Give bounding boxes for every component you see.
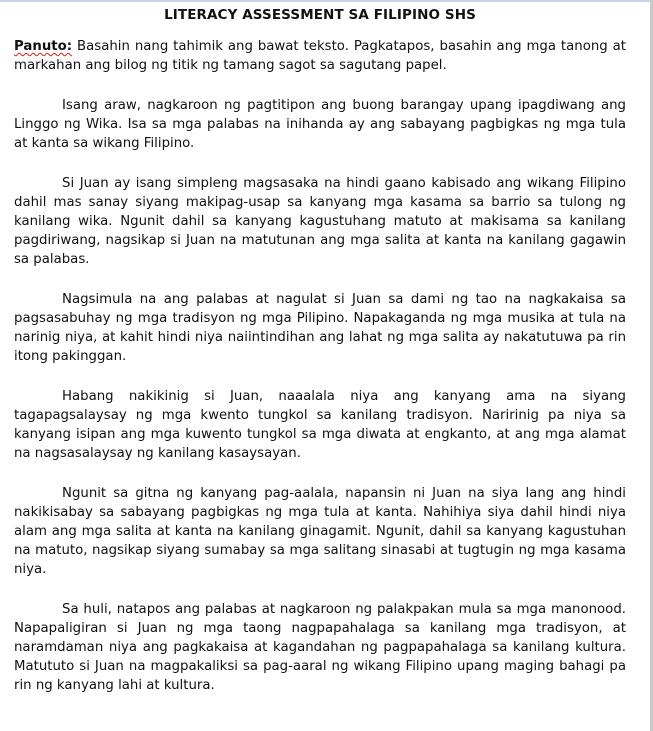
top-border — [0, 0, 653, 2]
document-page — [14, 6, 626, 716]
instructions-text: Basahin nang tahimik ang bawat teksto. Pagkatapos, basahin ang mga tanong at markahan ang bilog ng titik ng tamang sagot sa sagutang papel. — [14, 39, 626, 73]
story-paragraph-3: Nagsimula na ang palabas at nagulat si Juan sa dami ng tao na nagkakaisa sa pagsasabuhay ng mga tradisyon ng mga Pilipino. Napakaganda ng mga musika at tula na narinig niya, at kahit hindi niya naiintindihan ang lahat ng mga salita ay nakatutuwa pa rin itong pakinggan. — [14, 292, 626, 364]
story-paragraph-5: Ngunit sa gitna ng kanyang pag-aalala, napansin ni Juan na siya lang ang hindi nakikisabay sa sabayang pagbigkas ng mga tula at kanta. Nahihiya siya dahil hindi niya alam ang mga salita at kanta na kanilang ginagamit. Ngunit, dahil sa kanyang kagustuhan na matuto, nagsikap siyang sumabay sa mga salitang sinasabi at tugtugin ng mga kasama niya. — [14, 486, 626, 577]
story-paragraph-1: Isang araw, nagkaroon ng pagtitipon ang buong barangay upang ipagdiwang ang Linggo ng Wika. Isa sa mga palabas na inihanda ay ang sabayang pagbigkas ng mga tula at kanta sa wikang Filipino. — [14, 98, 626, 151]
document-title: LITERACY ASSESSMENT SA FILIPINO SHS — [164, 7, 476, 23]
story-paragraph-4: Habang nakikinig si Juan, naaalala niya ang kanyang ama na siyang tagapagsalaysay ng mga kwento tungkol sa kanilang tradisyon. Naririnig pa niya sa kanyang isipan ang mga kuwento tungkol sa mga diwata at engkanto, at ang mga alamat na nagsasalaysay ng kanilang kasaysayan. — [14, 389, 626, 461]
instructions-label: Panuto: — [14, 39, 73, 54]
story-paragraph-2: Si Juan ay isang simpleng magsasaka na hindi gaano kabisado ang wikang Filipino dahil mas sanay siyang makipag-usap sa kanyang mga kasama sa barrio sa tulong ng kanilang wika. Ngunit dahil sa kanyang kagustuhang matuto at makisama sa kanilang pagdiriwang, nagsikap si Juan na matutunan ang mga salita at kanta na kanilang gagawin sa palabas. — [14, 176, 626, 267]
story-paragraph-6: Sa huli, natapos ang palabas at nagkaroon ng palakpakan mula sa mga manonood. Napapaligiran si Juan ng mga taong nagpapahalaga sa kanilang mga tradisyon, at naramdaman niya ang pagkakaisa at kagandahan ng pagpapahalaga sa kanilang kultura. Matututo si Juan na magpakaliksi sa pag-aaral ng wikang Filipino upang maging bahagi pa rin ng kanyang lahi at kultura. — [14, 602, 626, 693]
instructions-paragraph — [14, 37, 626, 75]
